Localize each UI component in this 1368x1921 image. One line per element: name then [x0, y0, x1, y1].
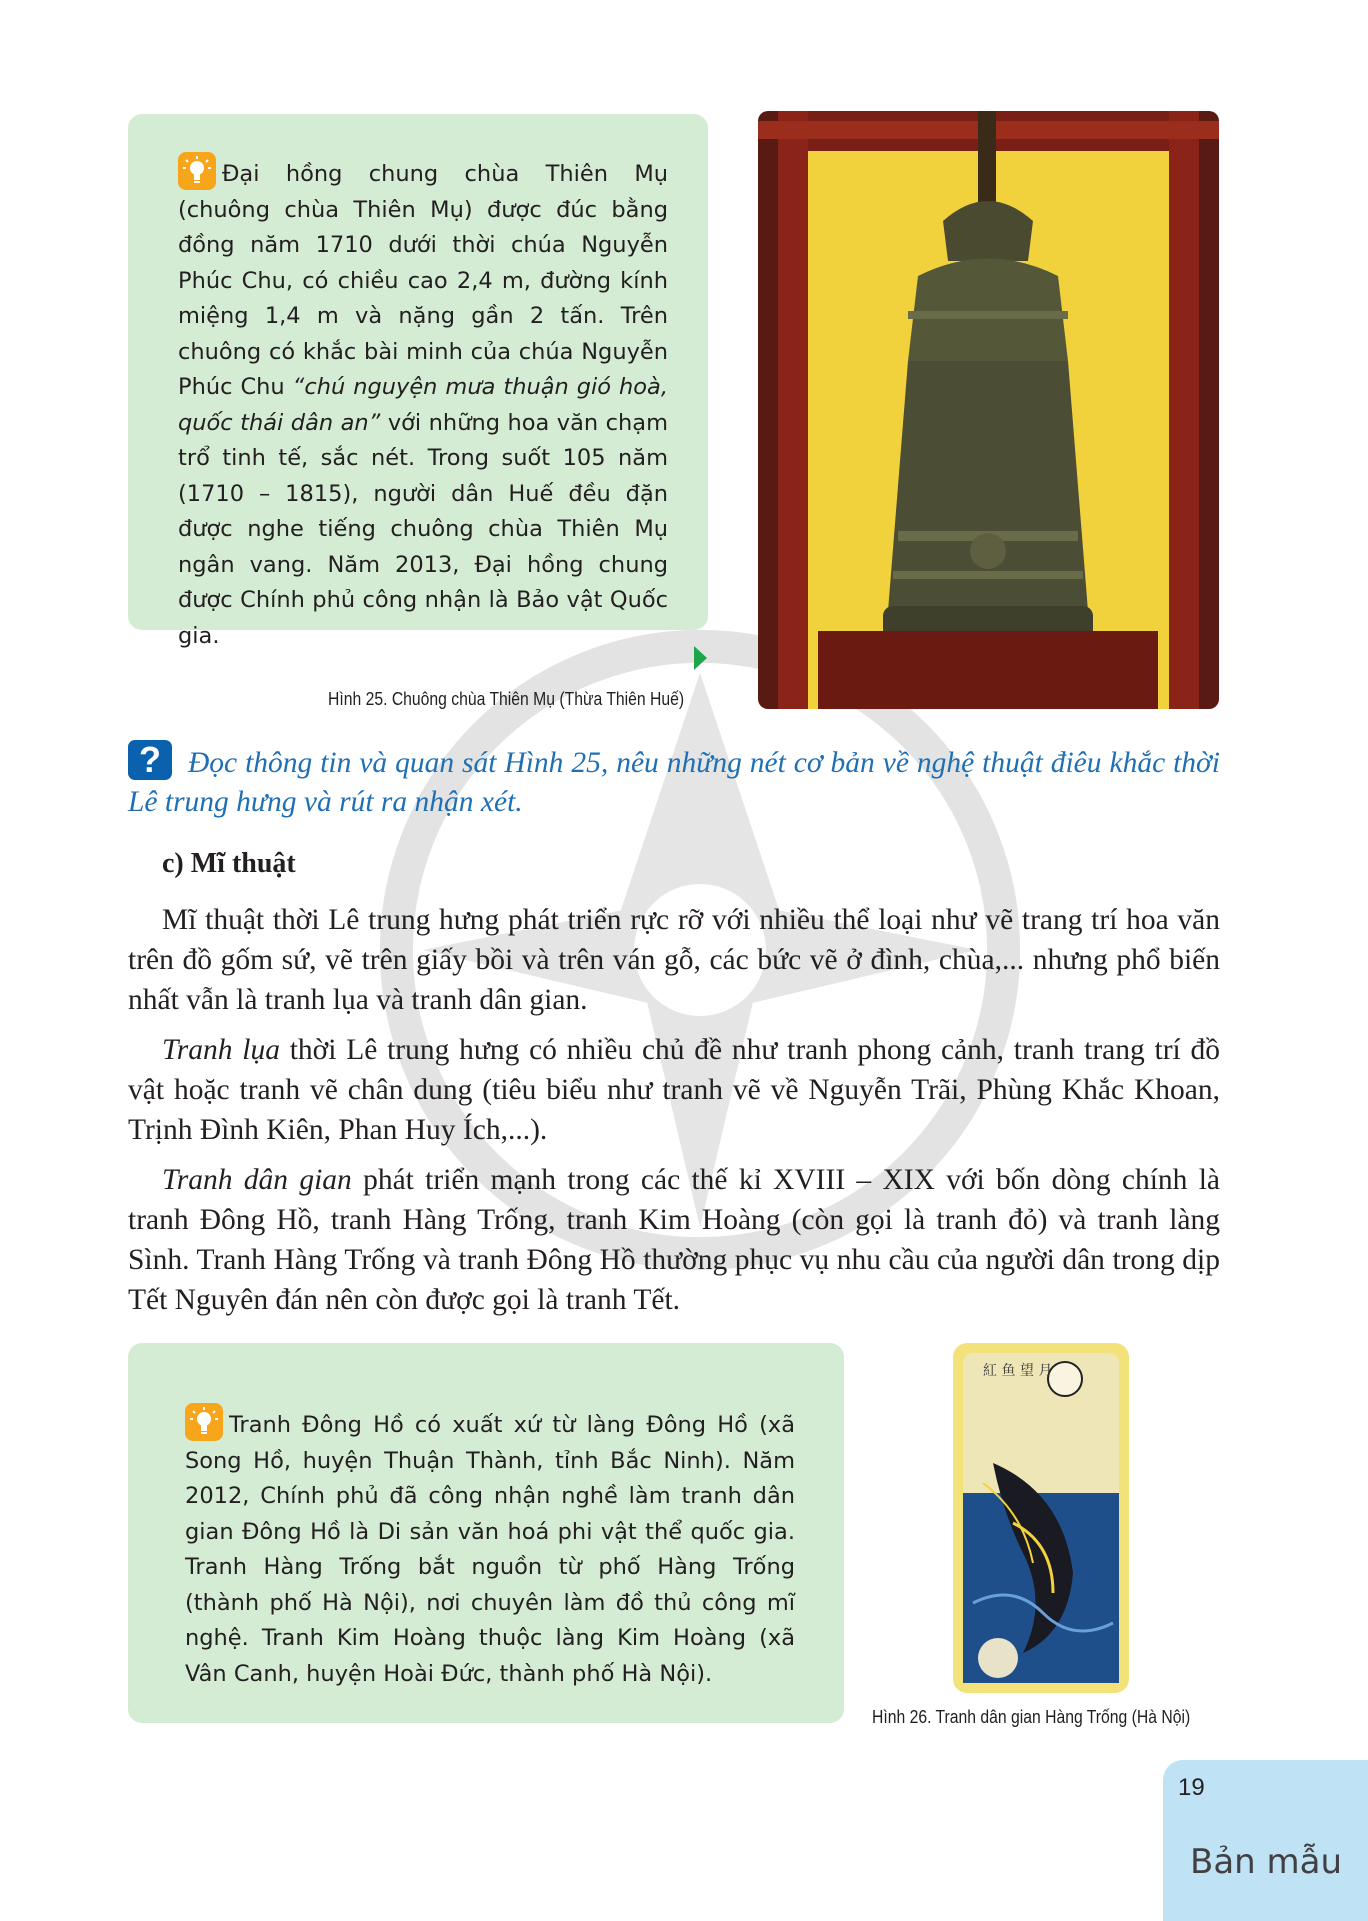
sample-label: Bản mẫu — [1190, 1842, 1343, 1882]
lightbulb-icon — [185, 1403, 223, 1441]
section-heading: c) Mĩ thuật — [162, 848, 296, 879]
question-text: Đọc thông tin và quan sát Hình 25, nêu những nét cơ bản về nghệ thuật điêu khắc thời Lê trung hưng và rút ra nhận xét. — [128, 747, 1220, 818]
info-box-bell — [128, 114, 708, 649]
paragraph-fine-arts: Mĩ thuật thời Lê trung hưng phát triển rực rỡ với nhiều thể loại như vẽ trang trí hoa văn trên đồ gốm sứ, vẽ trên giấy bồi và trên ván gỗ, các bức vẽ ở đình, chùa,... nhưng phổ biến nhất vẫn là tranh lụa và tranh dân gian. — [128, 904, 1220, 1016]
paragraph-silk-painting: Tranh lụa thời Lê trung hưng có nhiều chủ đề như tranh phong cảnh, tranh trang trí đồ vật hoặc tranh vẽ chân dung (tiêu biểu như tranh vẽ về Nguyễn Trãi, Phùng Khắc Khoan, Trịnh Đình Kiên, Phan Huy Ích,...). — [128, 1034, 1220, 1146]
question-icon: ? — [128, 740, 172, 780]
lightbulb-icon — [178, 152, 216, 190]
bell-inscription-quote: “chú nguyện mưa thuận gió hoà, quốc thái dân an” — [178, 374, 668, 436]
play-arrow-icon — [694, 646, 707, 670]
figure-26-caption: Hình 26. Tranh dân gian Hàng Trống (Hà Nội) — [872, 1706, 1191, 1727]
figure-25-caption: Hình 25. Chuông chùa Thiên Mụ (Thừa Thiên Huế) — [328, 688, 685, 709]
term-folk-painting: Tranh dân gian — [162, 1164, 352, 1196]
term-silk-painting: Tranh lụa — [162, 1034, 280, 1066]
svg-text:紅 鱼 望 月: 紅 鱼 望 月 — [983, 1363, 1053, 1379]
info-box-folk-painting-text: Tranh Đông Hồ có xuất xứ từ làng Đông Hồ (xã Song Hồ, huyện Thuận Thành, tỉnh Bắc Ninh). Năm 2012, Chính phủ đã công nhận nghề làm tranh dân gian Đông Hồ là Di sản văn hoá phi vật thể quốc gia. Tranh Hàng Trống bắt nguồn từ phố Hàng Trống (thành phố Hà Nội), nơi chuyên làm đồ thủ công mĩ nghệ. Tranh Kim Hoàng thuộc làng Kim Hoàng (xã Vân Canh, huyện Hoài Đức, thành phố Hà Nội). — [185, 1403, 795, 1692]
info-box-folk-painting — [128, 1343, 844, 1723]
hang-trong-painting — [953, 1343, 1129, 1693]
page-number: 19 — [1178, 1774, 1205, 1801]
thien-mu-bell-photo — [758, 111, 1219, 709]
paragraph-folk-painting: Tranh dân gian phát triển mạnh trong các thế kỉ XVIII – XIX với bốn dòng chính là tranh Đông Hồ, tranh Hàng Trống, tranh Kim Hoàng (còn gọi là tranh đỏ) và tranh làng Sình. Tranh Hàng Trống và tranh Đông Hồ thường phục vụ nhu cầu của người dân trong dịp Tết Nguyên đán nên còn được gọi là tranh Tết. — [128, 1164, 1220, 1316]
info-box-bell-text: Đại hồng chung chùa Thiên Mụ (chuông chùa Thiên Mụ) được đúc bằng đồng năm 1710 dưới thời chúa Nguyễn Phúc Chu, có chiều cao 2,4 m, đường kính miệng 1,4 m và nặng gần 2 tấn. Trên chuông có khắc bài minh của chúa Nguyễn Phúc Chu “chú nguyện mưa thuận gió hoà, quốc thái dân an” với những hoa văn chạm trổ tinh tế, sắc nét. Trong suốt 105 năm (1710 – 1815), người dân Huế đều đặn được nghe tiếng chuông chùa Thiên Mụ ngân vang. Năm 2013, Đại hồng chung được Chính phủ công nhận là Bảo vật Quốc gia. — [178, 152, 668, 654]
